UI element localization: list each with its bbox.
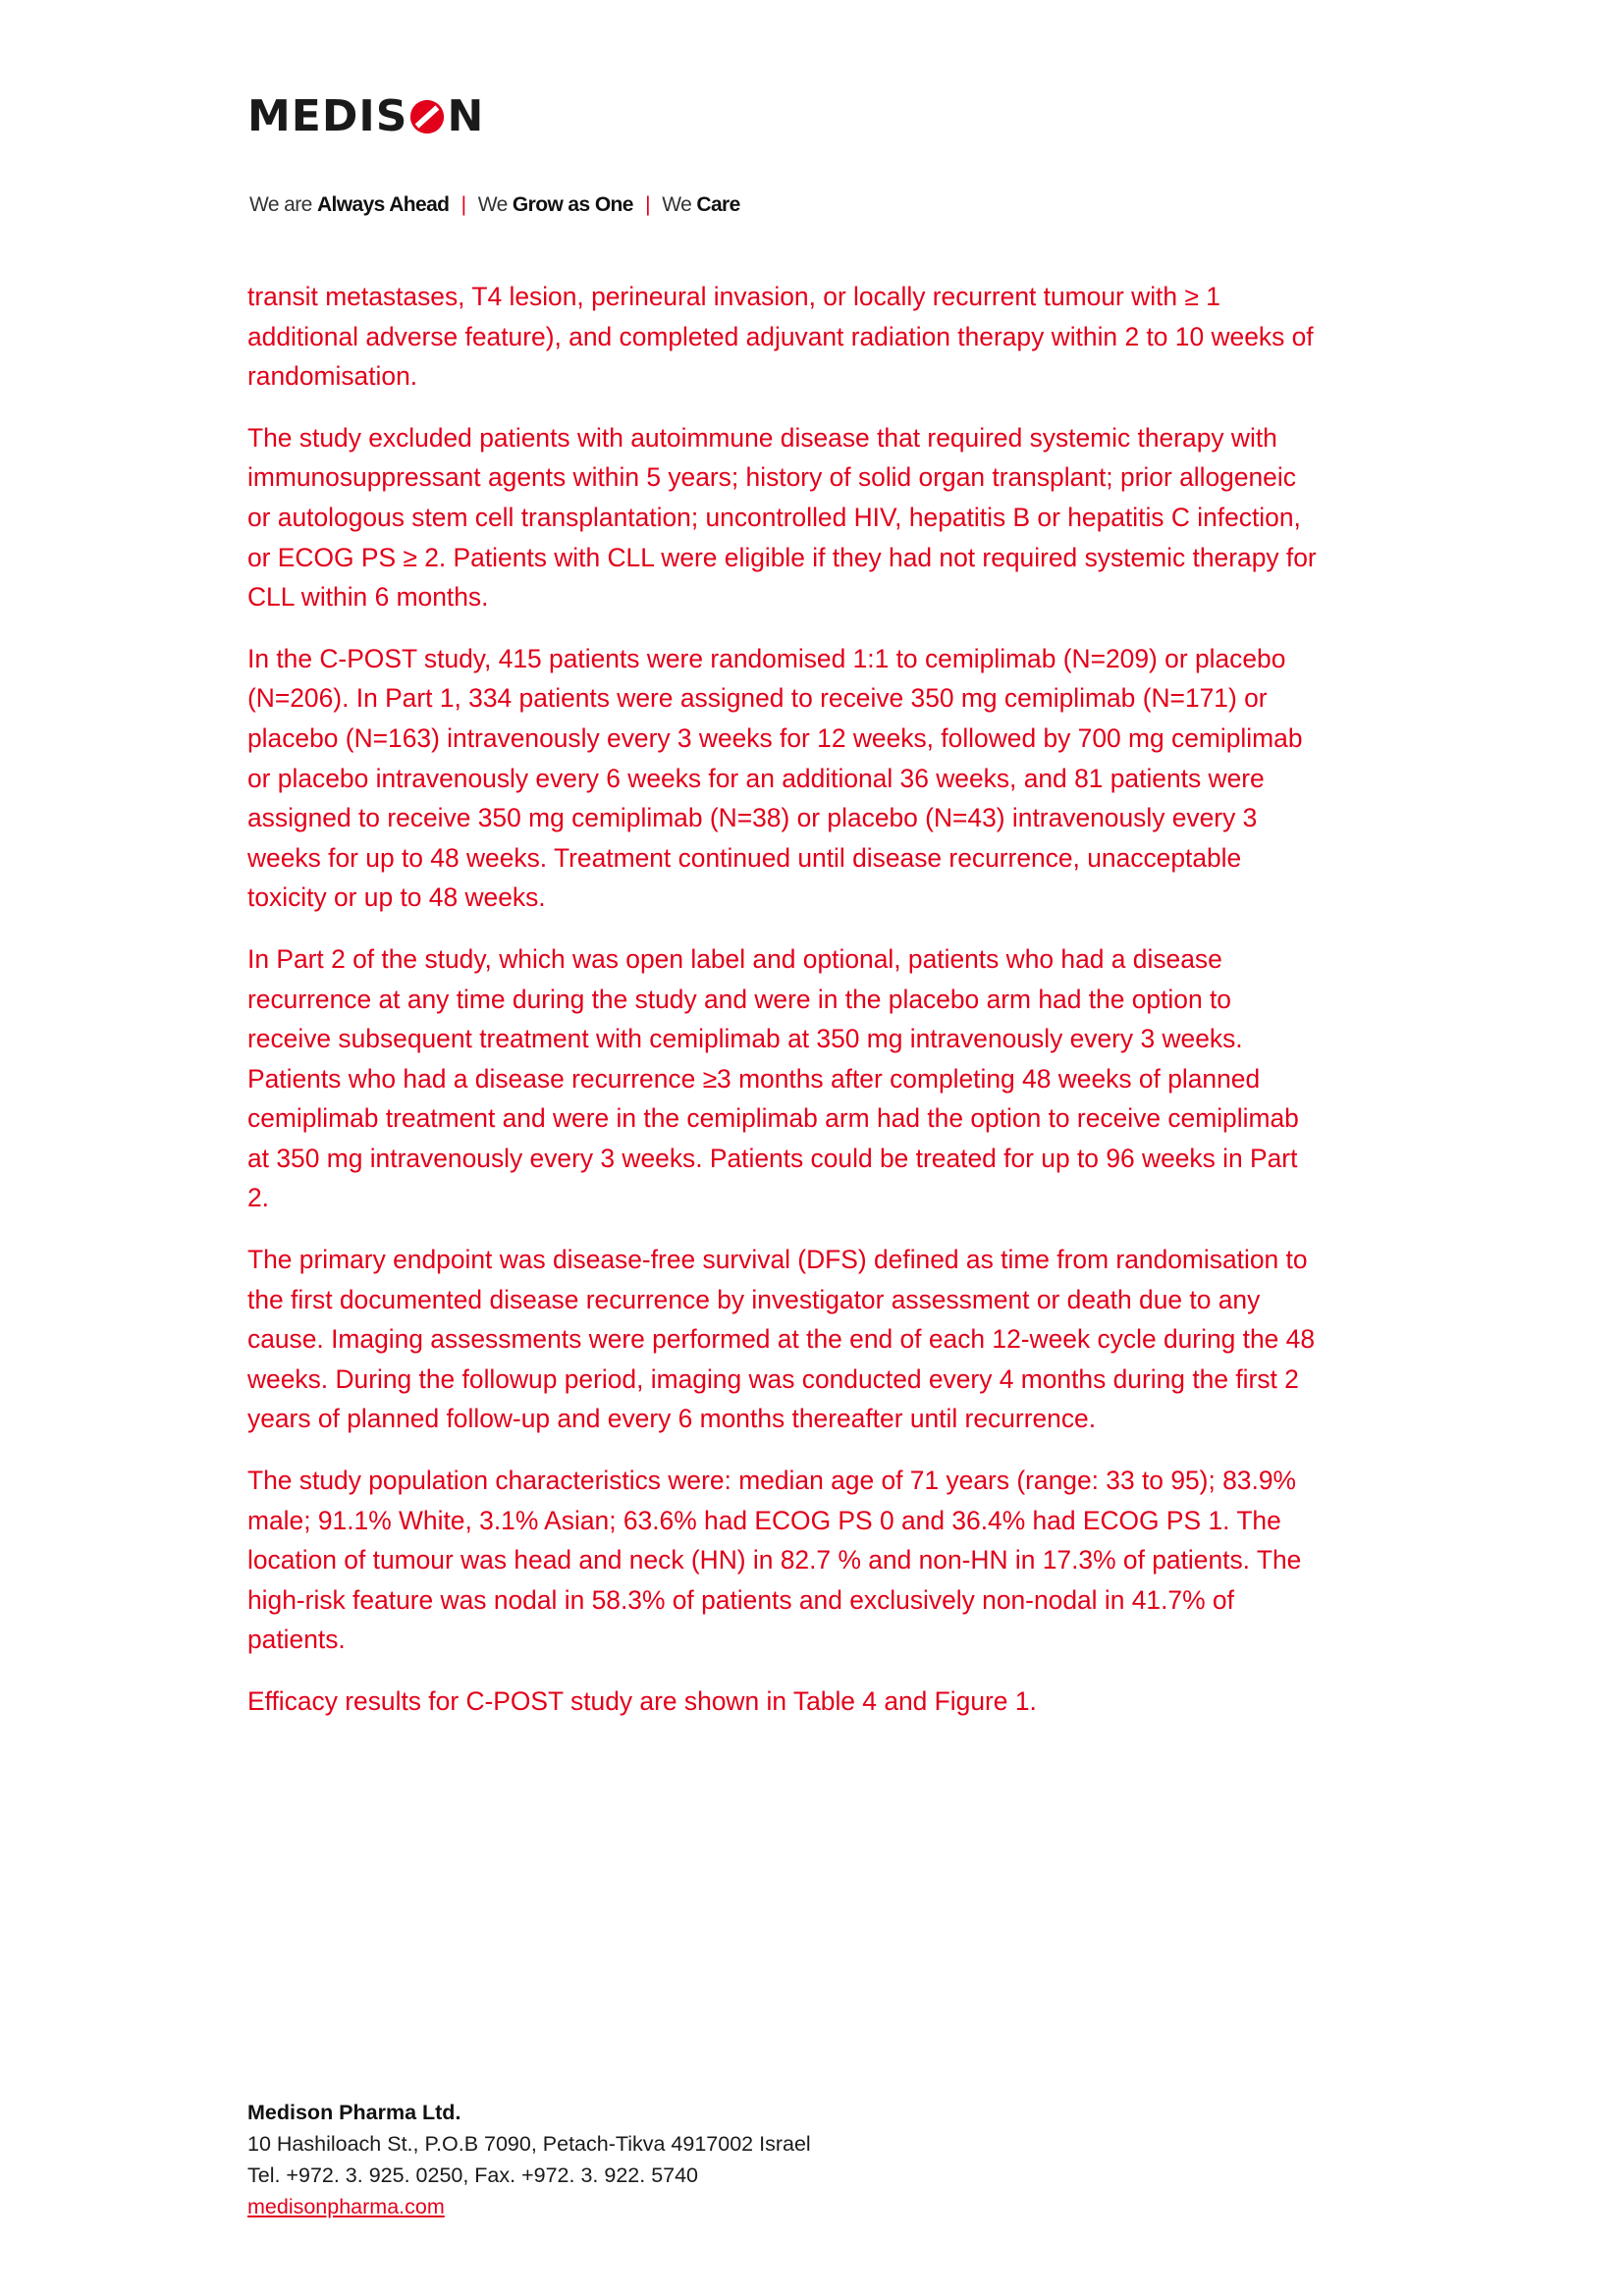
tagline-part1-bold: Always Ahead (316, 193, 450, 216)
footer-company-name: Medison Pharma Ltd. (247, 2101, 461, 2124)
footer (247, 2097, 811, 2222)
tagline-part1-light: We are (249, 193, 312, 216)
tagline-part2-light: We (477, 193, 508, 216)
paragraph: In the C-POST study, 415 patients were randomised 1:1 to cemiplimab (N=209) or placebo (N=206). In Part 1, 334 patients were assigned to receive 350 mg cemiplimab (N=171) or placebo (N=163) intravenously every 3 weeks for 12 weeks, followed by 700 mg cemiplimab or placebo intravenously every 6 weeks for an additional 36 weeks, and 81 patients were assigned to receive 350 mg cemiplimab (N=38) or placebo (N=43) intravenously every 3 weeks for up to 48 weeks. Treatment continued until disease recurrence, unacceptable toxicity or up to 48 weeks. (247, 643, 1303, 913)
tagline (249, 192, 740, 218)
paragraph: Efficacy results for C-POST study are shown in Table 4 and Figure 1. (247, 1686, 1037, 1716)
tagline-separator: | (460, 193, 466, 216)
logo-text-left: MEDIS (247, 91, 408, 141)
logo-o-mark-icon (408, 98, 446, 135)
medison-logo (247, 91, 485, 141)
paragraph: In Part 2 of the study, which was open label and optional, patients who had a disease recurrence at any time during the study and were in the placebo arm had the option to receive subsequent treatment with cemiplimab at 350 mg intravenously every 3 weeks. Patients who had a disease recurrence ≥3 months after completing 48 weeks of planned cemiplimab treatment and were in the cemiplimab arm had the option to receive cemiplimab at 350 mg intravenously every 3 weeks. Patients could be treated for up to 96 weeks in Part 2. (247, 943, 1299, 1213)
body-text (247, 277, 1318, 1743)
tagline-part3-light: We (662, 193, 692, 216)
paragraph: The study excluded patients with autoimmune disease that required systemic therapy with immunosuppressant agents within 5 years; history of solid organ transplant; prior allogeneic or autologous stem cell transplantation; uncontrolled HIV, hepatitis B or hepatitis C infection, or ECOG PS ≥ 2. Patients with CLL were eligible if they had not required systemic therapy for CLL within 6 months. (247, 422, 1317, 613)
tagline-part2-bold: Grow as One (512, 193, 633, 216)
paragraph: The study population characteristics were: median age of 71 years (range: 33 to 95); 83.9% male; 91.1% White, 3.1% Asian; 63.6% had ECOG PS 0 and 36.4% had ECOG PS 1. The location of tumour was head and neck (HN) in 82.7 % and non-HN in 17.3% of patients. The high-risk feature was nodal in 58.3% of patients and exclusively non-nodal in 41.7% of patients. (247, 1466, 1302, 1655)
tagline-part3-bold: Care (696, 193, 740, 216)
footer-website-link[interactable]: medisonpharma.com (247, 2195, 445, 2218)
tagline-separator: | (645, 193, 650, 216)
footer-address: 10 Hashiloach St., P.O.B 7090, Petach-Tikva 4917002 Israel (247, 2132, 811, 2156)
footer-contact: Tel. +972. 3. 925. 0250, Fax. +972. 3. 922. 5740 (247, 2163, 699, 2187)
logo-text-right: N (447, 91, 485, 141)
paragraph: The primary endpoint was disease-free survival (DFS) defined as time from randomisation to the first documented disease recurrence by investigator assessment or death due to any cause. Imaging assessments were performed at the end of each 12-week cycle during the 48 weeks. During the followup period, imaging was conducted every 4 months during the first 2 years of planned follow-up and every 6 months thereafter until recurrence. (247, 1245, 1316, 1434)
paragraph: transit metastases, T4 lesion, perineural invasion, or locally recurrent tumour with ≥ 1 additional adverse feature), and completed adjuvant radiation therapy within 2 to 10 weeks of randomisation. (247, 282, 1314, 392)
